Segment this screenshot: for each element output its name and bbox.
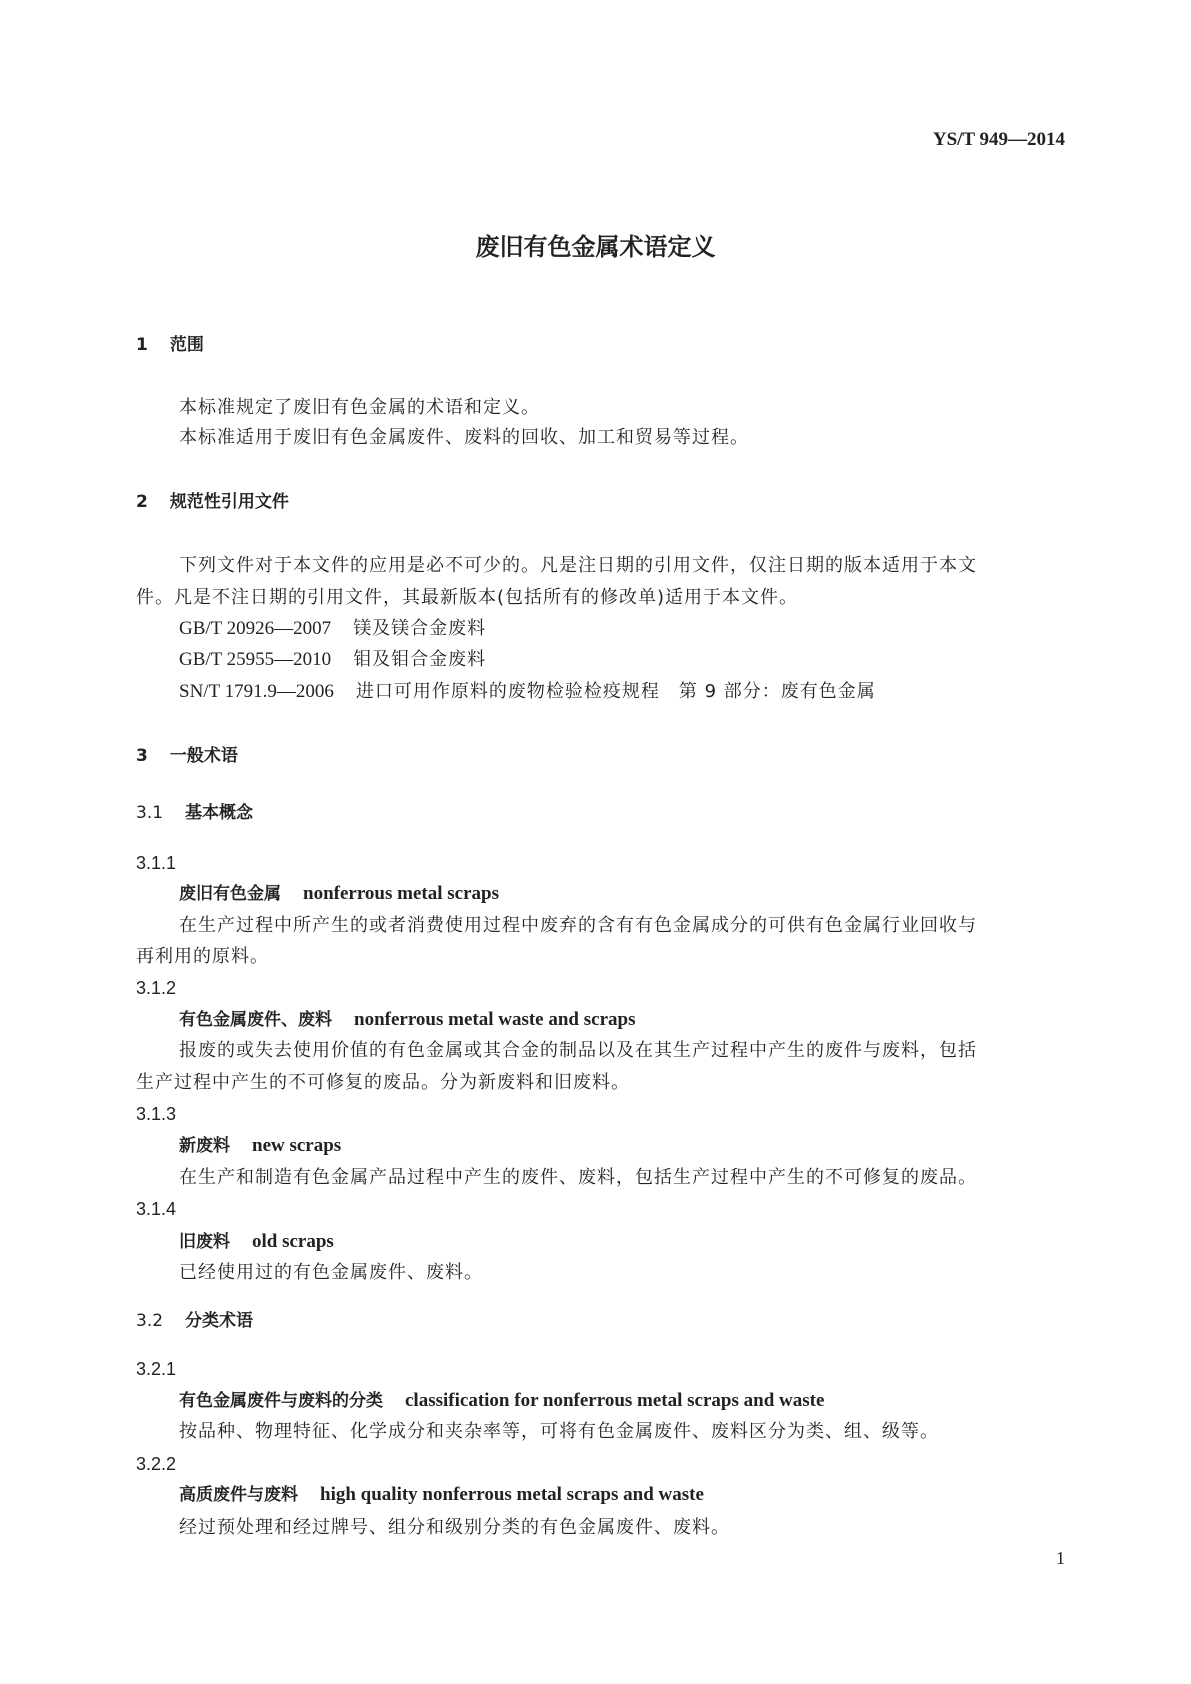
- section-heading-normative-references: [136, 490, 289, 514]
- section-number: 3.2: [136, 1311, 164, 1331]
- standard-number: YS/T 949—2014: [932, 129, 1065, 150]
- term-entry: [179, 1483, 704, 1507]
- section-number: 3.1: [136, 803, 164, 823]
- reference-item: [179, 648, 486, 672]
- section-number: 3: [136, 746, 148, 766]
- reference-code: GB/T 20926—2007: [179, 618, 332, 639]
- page-title: 废旧有色金属术语定义: [475, 233, 716, 261]
- term-zh: 废旧有色金属: [179, 884, 281, 904]
- term-zh: 有色金属废件与废料的分类: [179, 1391, 383, 1411]
- term-definition: 生产过程中产生的不可修复的废品。分为新废料和旧废料。: [136, 1072, 630, 1093]
- term-en: old scraps: [252, 1231, 334, 1252]
- section-title: 基本概念: [185, 803, 254, 823]
- term-definition: 在生产过程中所产生的或者消费使用过程中废弃的含有有色金属成分的可供有色金属行业回收与: [179, 915, 977, 936]
- term-en: high quality nonferrous metal scraps and waste: [320, 1484, 704, 1505]
- term-number: 3.1.2: [136, 978, 177, 998]
- term-zh: 新废料: [179, 1136, 230, 1156]
- paragraph: 本标准适用于废旧有色金属废件、废料的回收、加工和贸易等过程。: [179, 427, 749, 448]
- term-definition: 按品种、物理特征、化学成分和夹杂率等，可将有色金属废件、废料区分为类、组、级等。: [179, 1421, 939, 1442]
- section-number: 2: [136, 492, 148, 512]
- term-entry: [179, 1134, 341, 1158]
- term-number: 3.1.1: [136, 853, 177, 873]
- section-title: 规范性引用文件: [169, 492, 289, 512]
- section-heading-scope: [136, 333, 204, 357]
- term-en: classification for nonferrous metal scraps and waste: [405, 1390, 825, 1411]
- term-definition: 报废的或失去使用价值的有色金属或其合金的制品以及在其生产过程中产生的废件与废料，包括: [179, 1040, 977, 1061]
- term-number: 3.1.4: [136, 1199, 177, 1219]
- term-entry: [179, 882, 499, 906]
- reference-item: [179, 617, 486, 641]
- term-en: nonferrous metal scraps: [303, 883, 499, 904]
- term-definition: 已经使用过的有色金属废件、废料。: [179, 1262, 483, 1283]
- reference-title: 镁及镁合金废料: [353, 618, 487, 639]
- paragraph: 本标准规定了废旧有色金属的术语和定义。: [179, 397, 540, 418]
- reference-title: 钼及钼合金废料: [353, 649, 487, 670]
- term-entry: [179, 1008, 635, 1032]
- paragraph: 下列文件对于本文件的应用是必不可少的。凡是注日期的引用文件，仅注日期的版本适用于本文: [179, 555, 977, 576]
- section-title: 分类术语: [185, 1311, 254, 1331]
- term-number: 3.2.1: [136, 1359, 177, 1379]
- reference-item: [179, 680, 876, 704]
- term-zh: 旧废料: [179, 1232, 230, 1252]
- subsection-heading-basic-concepts: [136, 801, 253, 825]
- term-zh: 有色金属废件、废料: [179, 1010, 332, 1030]
- term-number: 3.2.2: [136, 1454, 177, 1474]
- paragraph: 件。凡是不注日期的引用文件，其最新版本(包括所有的修改单)适用于本文件。: [136, 587, 799, 608]
- term-number: 3.1.3: [136, 1104, 177, 1124]
- reference-title: 进口可用作原料的废物检验检疫规程 第 9 部分：废有色金属: [355, 681, 876, 702]
- subsection-heading-classification-terms: [136, 1309, 253, 1333]
- section-heading-general-terms: [136, 744, 238, 768]
- term-en: nonferrous metal waste and scraps: [354, 1009, 636, 1030]
- term-definition: 再利用的原料。: [136, 946, 269, 967]
- section-title: 范围: [169, 335, 204, 355]
- reference-code: SN/T 1791.9—2006: [179, 681, 334, 702]
- reference-code: GB/T 25955—2010: [179, 649, 332, 670]
- term-zh: 高质废件与废料: [179, 1485, 298, 1505]
- page-number: 1: [1056, 1548, 1065, 1568]
- term-en: new scraps: [252, 1135, 342, 1156]
- section-title: 一般术语: [169, 746, 238, 766]
- term-entry: [179, 1230, 334, 1254]
- term-definition: 在生产和制造有色金属产品过程中产生的废件、废料，包括生产过程中产生的不可修复的废品。: [179, 1167, 977, 1188]
- section-number: 1: [136, 335, 148, 355]
- term-definition: 经过预处理和经过牌号、组分和级别分类的有色金属废件、废料。: [179, 1517, 730, 1538]
- term-entry: [179, 1389, 824, 1413]
